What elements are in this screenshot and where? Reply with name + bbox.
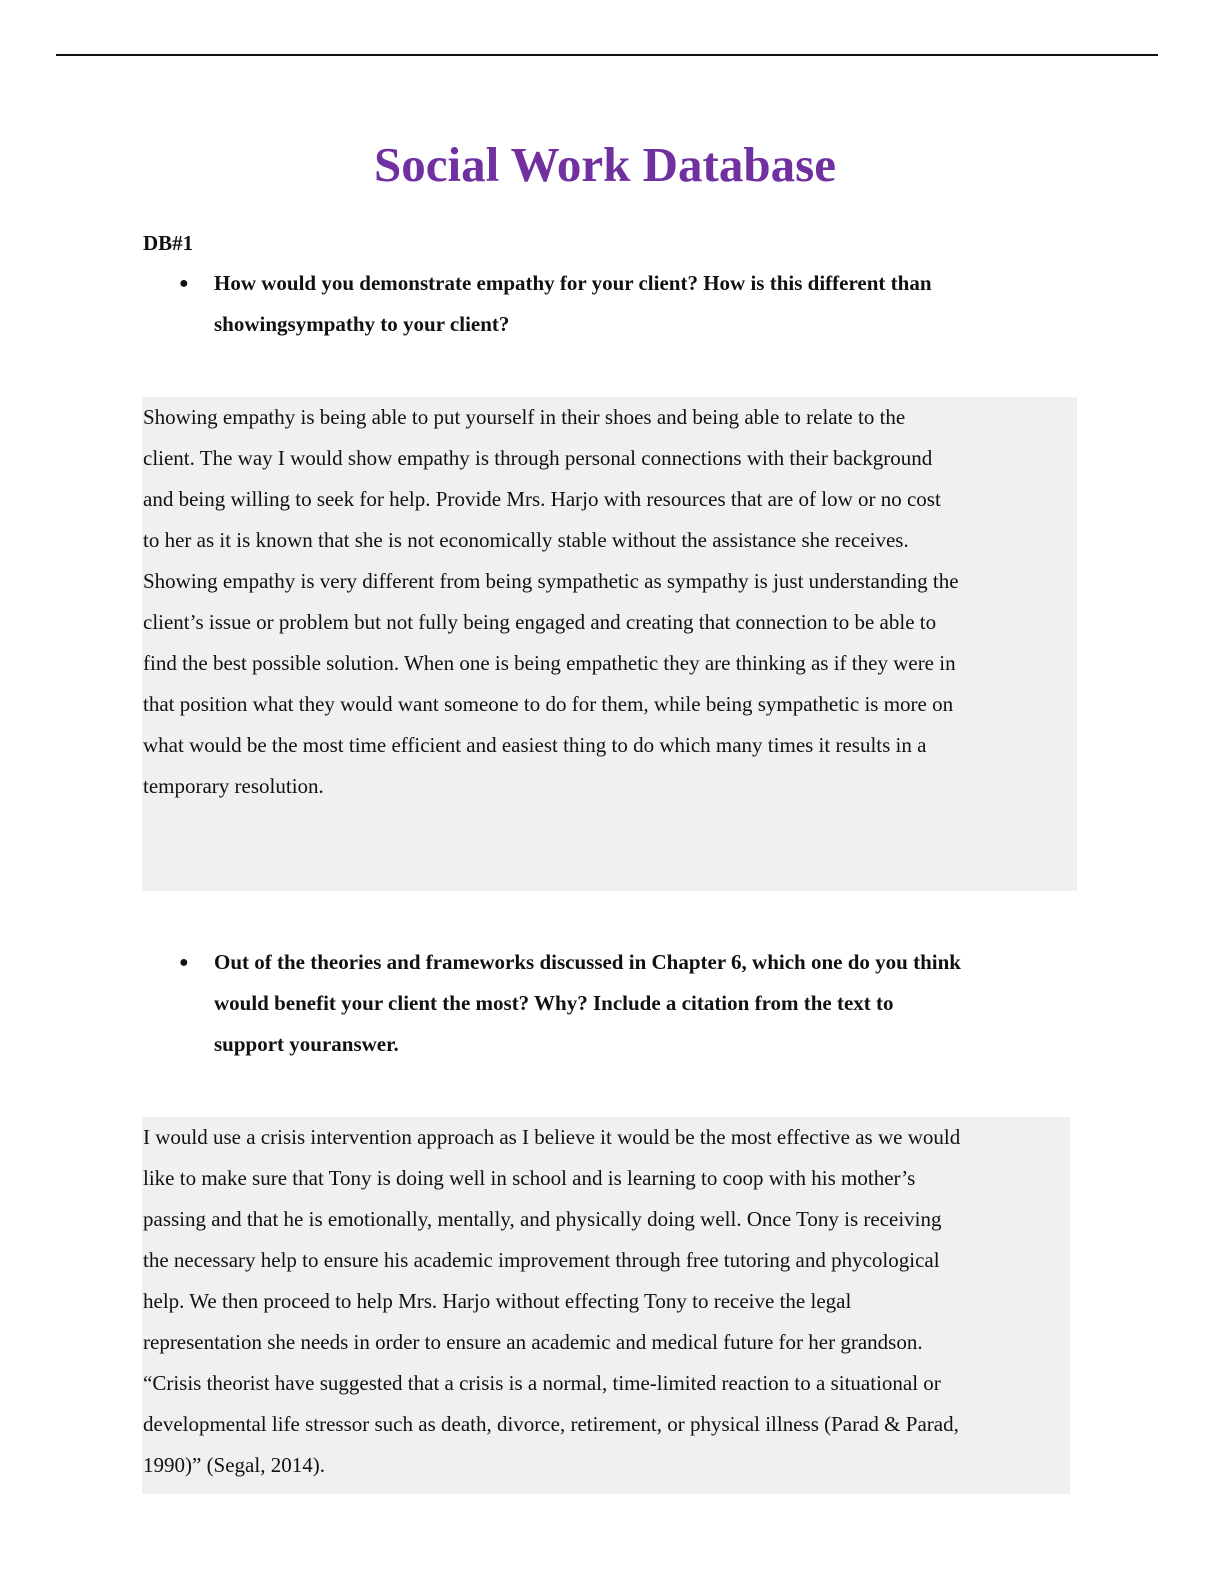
header-rule xyxy=(56,54,1158,56)
answer-line: Showing empathy is very different from being sympathetic as sympathy is just understanding the xyxy=(143,569,959,593)
answer-line: Showing empathy is being able to put yourself in their shoes and being able to relate to the xyxy=(143,405,906,429)
answer-line: 1990)” (Segal, 2014). xyxy=(143,1453,325,1477)
bullet-icon: ● xyxy=(179,954,189,971)
answer-line: to her as it is known that she is not economically stable without the assistance she receives. xyxy=(143,528,909,552)
answer-line: temporary resolution. xyxy=(143,774,324,798)
question-line: support youranswer. xyxy=(214,1032,399,1056)
answer-line: find the best possible solution. When one is being empathetic they are thinking as if they were in xyxy=(143,651,956,675)
question-line: showingsympathy to your client? xyxy=(214,312,510,336)
answer-line: the necessary help to ensure his academic improvement through free tutoring and phycological xyxy=(143,1248,940,1272)
answer-line: passing and that he is emotionally, mentally, and physically doing well. Once Tony is receiving xyxy=(143,1207,942,1231)
answer-2 xyxy=(142,1117,1070,1494)
page-title: Social Work Database xyxy=(374,137,836,192)
section-label: DB#1 xyxy=(143,231,194,255)
answer-line: I would use a crisis intervention approach as I believe it would be the most effective as we would xyxy=(143,1125,961,1149)
answer-line: like to make sure that Tony is doing well in school and is learning to coop with his mother’s xyxy=(143,1166,916,1190)
bullet-icon: ● xyxy=(179,275,189,292)
question-line: How would you demonstrate empathy for your client? How is this different than xyxy=(214,271,932,295)
answer-line: that position what they would want someone to do for them, while being sympathetic is more on xyxy=(143,692,954,716)
answer-line: “Crisis theorist have suggested that a crisis is a normal, time-limited reaction to a situational or xyxy=(143,1371,941,1395)
question-1 xyxy=(143,263,1073,345)
answer-line: help. We then proceed to help Mrs. Harjo without effecting Tony to receive the legal xyxy=(143,1289,852,1313)
question-2-text xyxy=(214,942,1073,1065)
question-1-text xyxy=(214,263,1073,345)
question-line: would benefit your client the most? Why? Include a citation from the text to xyxy=(214,991,894,1015)
answer-line: developmental life stressor such as death, divorce, retirement, or physical illness (Parad & Parad, xyxy=(143,1412,959,1436)
question-2 xyxy=(143,942,1073,1065)
answer-line: client’s issue or problem but not fully being engaged and creating that connection to be able to xyxy=(143,610,937,634)
answer-line: what would be the most time efficient and easiest thing to do which many times it results in a xyxy=(143,733,927,757)
question-line: Out of the theories and frameworks discussed in Chapter 6, which one do you think xyxy=(214,950,961,974)
answer-line: and being willing to seek for help. Provide Mrs. Harjo with resources that are of low or no cost xyxy=(143,487,941,511)
answer-1 xyxy=(142,397,1077,891)
answer-line: representation she needs in order to ensure an academic and medical future for her grandson. xyxy=(143,1330,923,1354)
answer-line: client. The way I would show empathy is through personal connections with their background xyxy=(143,446,933,470)
